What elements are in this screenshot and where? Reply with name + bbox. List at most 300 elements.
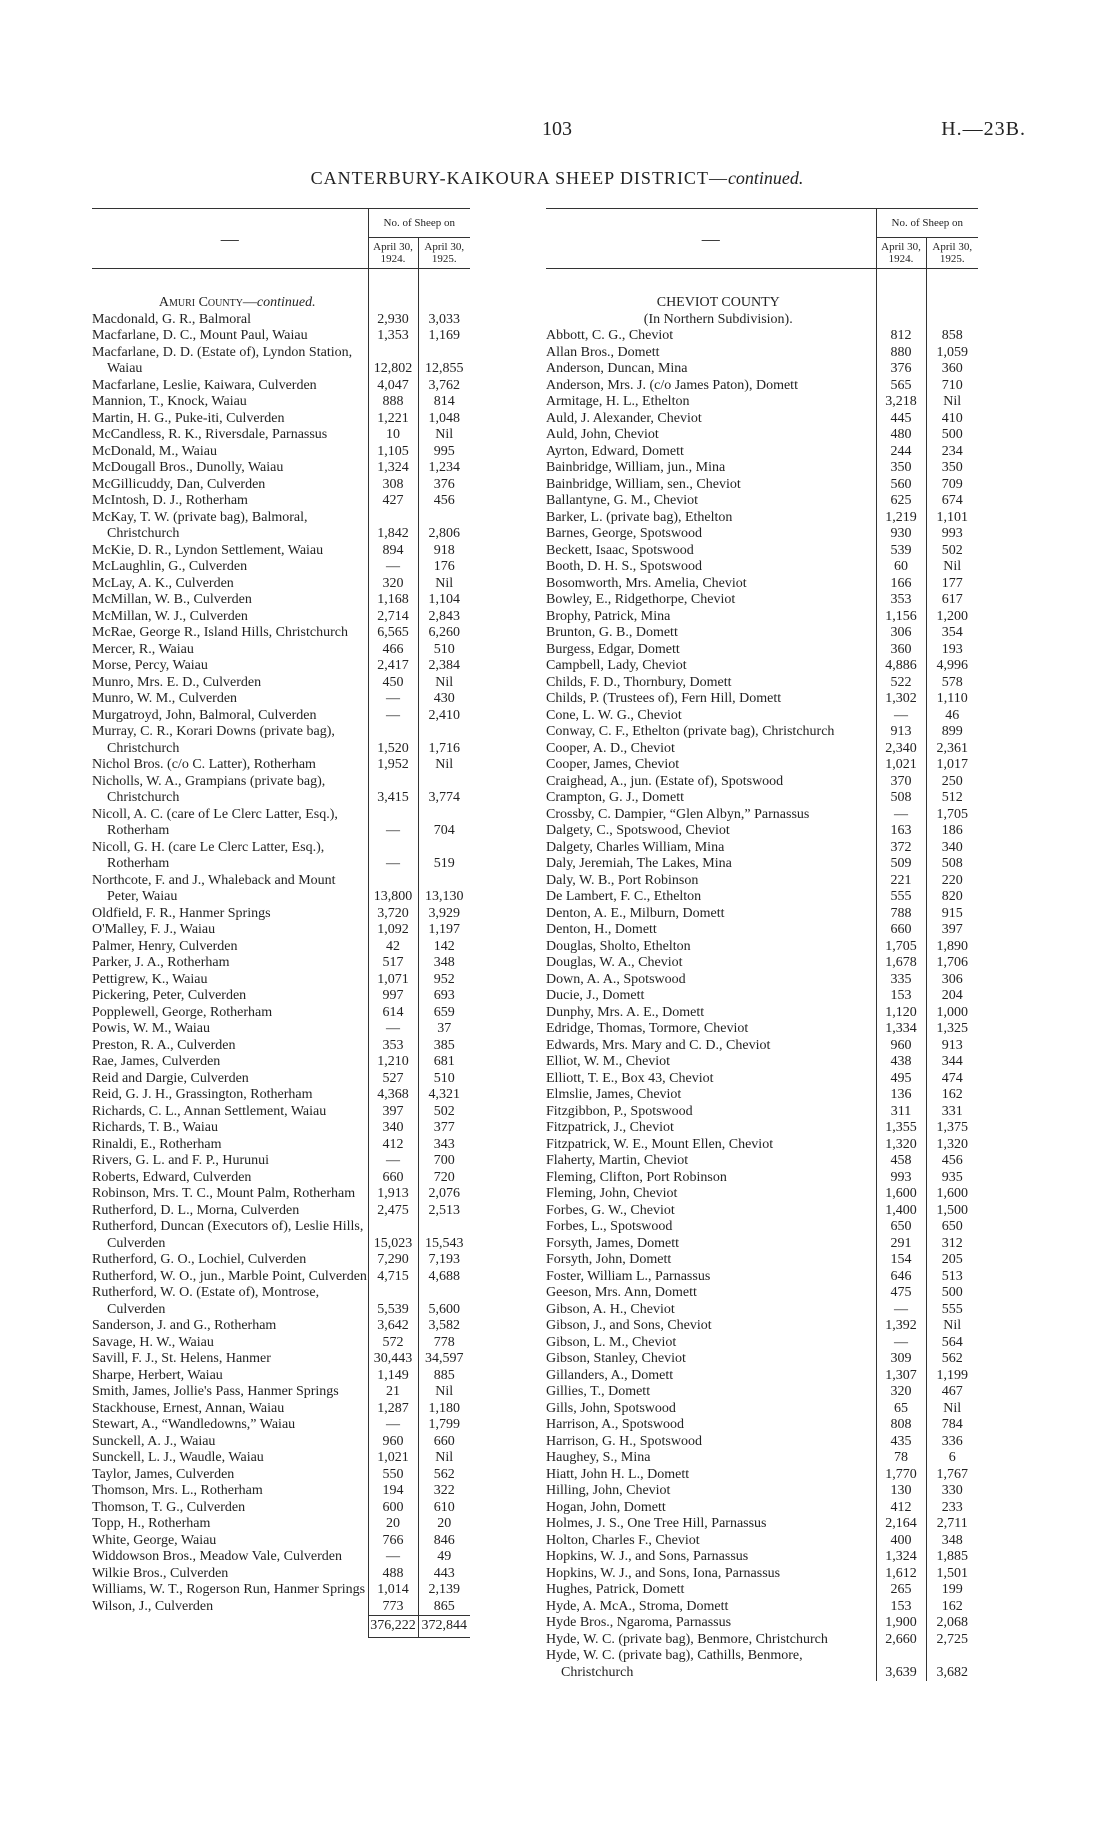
owner-address: Childs, F. D., Thornbury, Domett bbox=[546, 674, 732, 690]
owner-address: Powis, W. M., Waiau bbox=[92, 1021, 211, 1036]
sheep-1924: 960 bbox=[876, 1038, 926, 1055]
owner-address: Richards, C. L., Annan Settlement, Waiau bbox=[92, 1103, 327, 1119]
owner-address: Fleming, John, Cheviot bbox=[546, 1186, 678, 1201]
sheep-1924: 888 bbox=[368, 394, 418, 411]
owner-address: Macfarlane, D. D. (Estate of), Lyndon Station, Waiau bbox=[92, 344, 353, 376]
owner-address: Douglas, Sholto, Ethelton bbox=[546, 938, 691, 954]
table-row bbox=[92, 493, 470, 510]
sheep-1925: 500 bbox=[926, 1285, 978, 1302]
sheep-1925: 376 bbox=[418, 477, 470, 494]
table-row bbox=[92, 1351, 470, 1368]
section-heading bbox=[92, 269, 368, 312]
sheep-1925: 5,600 bbox=[418, 1285, 470, 1318]
table-row bbox=[92, 1335, 470, 1352]
sheep-1925: 1,320 bbox=[926, 1137, 978, 1154]
sheep-1925: 397 bbox=[926, 922, 978, 939]
owner-address: Elliot, W. M., Cheviot bbox=[546, 1054, 671, 1069]
owner-address: De Lambert, F. C., Ethelton bbox=[546, 889, 702, 904]
table-row bbox=[92, 328, 470, 345]
page-title bbox=[0, 168, 1114, 189]
sheep-1924: 660 bbox=[368, 1170, 418, 1187]
owner-address: Hyde Bros., Ngaroma, Parnassus bbox=[546, 1615, 732, 1630]
table-row bbox=[92, 774, 470, 807]
sheep-1925: 1,104 bbox=[418, 592, 470, 609]
sheep-1924: 1,307 bbox=[876, 1368, 926, 1385]
table-row bbox=[546, 1384, 978, 1401]
sheep-1925: 1,199 bbox=[926, 1368, 978, 1385]
sheep-1924: 4,047 bbox=[368, 378, 418, 395]
table-row bbox=[546, 1417, 978, 1434]
table-row bbox=[546, 345, 978, 362]
owner-address: Munro, W. M., Culverden bbox=[92, 691, 238, 706]
sheep-1924: 350 bbox=[876, 460, 926, 477]
sheep-1925: 343 bbox=[418, 1137, 470, 1154]
sheep-1924: 880 bbox=[876, 345, 926, 362]
sheep-1924: 194 bbox=[368, 1483, 418, 1500]
owner-address: Rinaldi, E., Rotherham bbox=[92, 1136, 222, 1152]
sheep-1925: 15,543 bbox=[418, 1219, 470, 1252]
sheep-1925: 312 bbox=[926, 1236, 978, 1253]
table-row bbox=[92, 543, 470, 560]
sheep-1925: 784 bbox=[926, 1417, 978, 1434]
table-row bbox=[546, 1401, 978, 1418]
owner-address: Gillies, T., Domett bbox=[546, 1384, 651, 1399]
left-total bbox=[92, 1616, 470, 1638]
sheep-1925: 659 bbox=[418, 1005, 470, 1022]
sheep-1924: 320 bbox=[368, 576, 418, 593]
sheep-1924: 2,417 bbox=[368, 658, 418, 675]
total-row bbox=[92, 1616, 470, 1638]
table-row bbox=[546, 675, 978, 692]
sheep-1924: — bbox=[876, 1335, 926, 1352]
sheep-1924: 1,221 bbox=[368, 411, 418, 428]
sheep-1925: 865 bbox=[418, 1599, 470, 1616]
col-1924-header: April 30, 1924. bbox=[368, 238, 418, 269]
sheep-1925: 502 bbox=[926, 543, 978, 560]
owner-address: Hughes, Patrick, Domett bbox=[546, 1582, 685, 1597]
table-row bbox=[92, 1599, 470, 1616]
owner-address: Abbott, C. G., Cheviot bbox=[546, 328, 674, 343]
table-row bbox=[546, 1483, 978, 1500]
sheep-1925: 2,361 bbox=[926, 741, 978, 758]
table-row bbox=[92, 724, 470, 757]
sheep-1925: 1,180 bbox=[418, 1401, 470, 1418]
table-row bbox=[546, 609, 978, 626]
table-row bbox=[546, 1252, 978, 1269]
sheep-1924: 1,400 bbox=[876, 1203, 926, 1220]
table-row bbox=[92, 906, 470, 923]
table-row bbox=[92, 1401, 470, 1418]
table-row bbox=[92, 1582, 470, 1599]
owner-address: Sharpe, Herbert, Waiau bbox=[92, 1367, 223, 1383]
sheep-1924: 2,340 bbox=[876, 741, 926, 758]
table-row bbox=[546, 1104, 978, 1121]
sheep-1924: 1,353 bbox=[368, 328, 418, 345]
sheep-1924: 2,475 bbox=[368, 1203, 418, 1220]
sheep-1925: 6 bbox=[926, 1450, 978, 1467]
owner-address: Crossby, C. Dampier, “Glen Albyn,” Parnassus bbox=[546, 806, 810, 822]
right-table bbox=[546, 208, 978, 1681]
owner-address: Craighead, A., jun. (Estate of), Spotswood bbox=[546, 773, 784, 789]
sheep-1925: 693 bbox=[418, 988, 470, 1005]
table-row bbox=[546, 988, 978, 1005]
table-row bbox=[546, 691, 978, 708]
sheep-1924: 1,952 bbox=[368, 757, 418, 774]
table-row bbox=[92, 1269, 470, 1286]
owner-address: Macfarlane, D. C., Mount Paul, Waiau bbox=[92, 328, 308, 343]
sheep-1924: 517 bbox=[368, 955, 418, 972]
table-row bbox=[92, 972, 470, 989]
owner-address: Bainbridge, William, jun., Mina bbox=[546, 460, 726, 475]
owner-address: Sanderson, J. and G., Rotherham bbox=[92, 1318, 277, 1333]
owner-address: Nicoll, G. H. (care Le Clerc Latter, Esq.), Rotherham bbox=[92, 839, 325, 871]
table-row bbox=[546, 411, 978, 428]
table-row bbox=[92, 691, 470, 708]
table-row bbox=[92, 559, 470, 576]
owner-address: Holmes, J. S., One Tree Hill, Parnassus bbox=[546, 1516, 767, 1531]
owner-address: Pettigrew, K., Waiau bbox=[92, 971, 208, 987]
table-row bbox=[546, 559, 978, 576]
sheep-1925: 2,725 bbox=[926, 1632, 978, 1649]
col-1925-header: April 30, 1925. bbox=[418, 238, 470, 269]
owner-address: Martin, H. G., Puke-iti, Culverden bbox=[92, 410, 285, 426]
sheep-1924: 1,678 bbox=[876, 955, 926, 972]
sheep-1925: 508 bbox=[926, 856, 978, 873]
table-row bbox=[546, 493, 978, 510]
owner-address: Edridge, Thomas, Tormore, Cheviot bbox=[546, 1021, 749, 1036]
sheep-1925: 3,033 bbox=[418, 312, 470, 329]
sheep-1924: 370 bbox=[876, 774, 926, 791]
owner-address: Hilling, John, Cheviot bbox=[546, 1483, 671, 1498]
owner-address: Thomson, T. G., Culverden bbox=[92, 1499, 246, 1515]
sheep-1924: 306 bbox=[876, 625, 926, 642]
owner-address: Hyde, W. C. (private bag), Cathills, Benmore, Christchurch bbox=[546, 1648, 803, 1680]
sheep-1924: 565 bbox=[876, 378, 926, 395]
owner-address: Harrison, G. H., Spotswood bbox=[546, 1433, 702, 1449]
owner-address: Forsyth, John, Domett bbox=[546, 1252, 672, 1267]
sheep-1925: 2,384 bbox=[418, 658, 470, 675]
sheep-1925: 322 bbox=[418, 1483, 470, 1500]
owner-address: Bosomworth, Mrs. Amelia, Cheviot bbox=[546, 575, 747, 591]
left-table-header bbox=[92, 209, 470, 269]
owner-address: McRae, George R., Island Hills, Christchurch bbox=[92, 625, 348, 640]
table-row bbox=[546, 1434, 978, 1451]
total-1924: 376,222 bbox=[368, 1616, 418, 1638]
sheep-1925: 709 bbox=[926, 477, 978, 494]
sheep-1924: 1,324 bbox=[876, 1549, 926, 1566]
sheep-1924: 376 bbox=[876, 361, 926, 378]
table-row bbox=[92, 1483, 470, 1500]
sheep-1924: 154 bbox=[876, 1252, 926, 1269]
owner-address: Forbes, L., Spotswood bbox=[546, 1219, 673, 1234]
owner-address: Hopkins, W. J., and Sons, Parnassus bbox=[546, 1549, 749, 1564]
owner-address: Beckett, Isaac, Spotswood bbox=[546, 542, 694, 558]
sheep-1924: 3,720 bbox=[368, 906, 418, 923]
sheep-1924: 773 bbox=[368, 1599, 418, 1616]
sheep-1925: 1,200 bbox=[926, 609, 978, 626]
table-row bbox=[546, 939, 978, 956]
sheep-1924: 265 bbox=[876, 1582, 926, 1599]
sheep-1925: 1,325 bbox=[926, 1021, 978, 1038]
sheep-1924: 42 bbox=[368, 939, 418, 956]
table-row bbox=[92, 807, 470, 840]
sheep-1924: 555 bbox=[876, 889, 926, 906]
sheep-1925: 474 bbox=[926, 1071, 978, 1088]
table-row bbox=[546, 510, 978, 527]
owner-address: Macfarlane, Leslie, Kaiwara, Culverden bbox=[92, 377, 317, 393]
sheep-1925: 700 bbox=[418, 1153, 470, 1170]
owner-address: McCandless, R. K., Riversdale, Parnassus bbox=[92, 427, 328, 442]
owner-address: Rutherford, W. O., jun., Marble Point, Culverden bbox=[92, 1268, 367, 1284]
sheep-1924: 65 bbox=[876, 1401, 926, 1418]
sheep-1925: 331 bbox=[926, 1104, 978, 1121]
sheep-1925: 704 bbox=[418, 807, 470, 840]
table-row bbox=[92, 1500, 470, 1517]
sheep-1925: 162 bbox=[926, 1087, 978, 1104]
sheep-1925: 2,139 bbox=[418, 1582, 470, 1599]
sheep-1925: 1,600 bbox=[926, 1186, 978, 1203]
sheep-1925: 681 bbox=[418, 1054, 470, 1071]
sheep-1924: 522 bbox=[876, 675, 926, 692]
table-row bbox=[546, 1582, 978, 1599]
sheep-1924: 7,290 bbox=[368, 1252, 418, 1269]
table-row bbox=[546, 741, 978, 758]
sheep-1925: 995 bbox=[418, 444, 470, 461]
owner-address: Barker, L. (private bag), Ethelton bbox=[546, 509, 733, 525]
sheep-1925: Nil bbox=[418, 576, 470, 593]
owner-address: Robinson, Mrs. T. C., Mount Palm, Rotherham bbox=[92, 1186, 356, 1201]
sheep-1925: 899 bbox=[926, 724, 978, 741]
table-row bbox=[92, 1137, 470, 1154]
owner-address: McMillan, W. B., Culverden bbox=[92, 592, 252, 607]
owner-address: Fleming, Clifton, Port Robinson bbox=[546, 1169, 727, 1185]
sheep-1924: 788 bbox=[876, 906, 926, 923]
table-row bbox=[546, 1467, 978, 1484]
sheep-1924: 1,219 bbox=[876, 510, 926, 527]
sheep-1924: 572 bbox=[368, 1335, 418, 1352]
sheep-1925: 918 bbox=[418, 543, 470, 560]
owner-address: Smith, James, Jollie's Pass, Hanmer Springs bbox=[92, 1384, 339, 1399]
sheep-1925: Nil bbox=[418, 1384, 470, 1401]
sheep-1924: 291 bbox=[876, 1236, 926, 1253]
name-column-header: — bbox=[92, 209, 368, 269]
sheep-1924: 1,520 bbox=[368, 724, 418, 757]
table-row bbox=[92, 1566, 470, 1583]
table-row bbox=[92, 1533, 470, 1550]
sheep-1924: 466 bbox=[368, 642, 418, 659]
sheep-1924: 2,714 bbox=[368, 609, 418, 626]
section-heading: CHEVIOT COUNTY bbox=[656, 295, 780, 310]
owner-address: Down, A. A., Spotswood bbox=[546, 971, 686, 987]
sheep-1925: 1,000 bbox=[926, 1005, 978, 1022]
owner-address: Edwards, Mrs. Mary and C. D., Cheviot bbox=[546, 1037, 771, 1053]
sheep-1924: 353 bbox=[876, 592, 926, 609]
sheep-1925: 1,500 bbox=[926, 1203, 978, 1220]
sheep-1924: 130 bbox=[876, 1483, 926, 1500]
owner-address: Sunckell, L. J., Waudle, Waiau bbox=[92, 1450, 264, 1465]
sheep-1924: 438 bbox=[876, 1054, 926, 1071]
sheep-1924: — bbox=[368, 1549, 418, 1566]
sheep-1925: 1,169 bbox=[418, 328, 470, 345]
sheep-1924: 6,565 bbox=[368, 625, 418, 642]
owner-address: Fitzgibbon, P., Spotswood bbox=[546, 1103, 693, 1119]
sheep-1925: 512 bbox=[926, 790, 978, 807]
sheep-1925: 37 bbox=[418, 1021, 470, 1038]
table-row bbox=[546, 1236, 978, 1253]
sheep-1925: 1,234 bbox=[418, 460, 470, 477]
sheep-1924: 560 bbox=[876, 477, 926, 494]
left-table bbox=[92, 208, 470, 1638]
table-row bbox=[92, 873, 470, 906]
owner-address: Popplewell, George, Rotherham bbox=[92, 1004, 273, 1020]
sheep-1925: 250 bbox=[926, 774, 978, 791]
owner-address: Douglas, W. A., Cheviot bbox=[546, 955, 683, 970]
sheep-1924: — bbox=[876, 1302, 926, 1319]
sheep-1924: — bbox=[368, 807, 418, 840]
sheep-1925: 1,101 bbox=[926, 510, 978, 527]
table-row bbox=[92, 378, 470, 395]
owner-address: Reid and Dargie, Culverden bbox=[92, 1070, 249, 1086]
owner-address: Geeson, Mrs. Ann, Domett bbox=[546, 1285, 697, 1300]
owner-address: Taylor, James, Culverden bbox=[92, 1466, 235, 1482]
table-row bbox=[546, 1153, 978, 1170]
sheep-1924: 1,210 bbox=[368, 1054, 418, 1071]
table-row bbox=[92, 1252, 470, 1269]
sheep-1924: 1,913 bbox=[368, 1186, 418, 1203]
owner-address: Roberts, Edward, Culverden bbox=[92, 1169, 252, 1185]
table-row bbox=[546, 394, 978, 411]
owner-address: Campbell, Lady, Cheviot bbox=[546, 658, 687, 673]
left-panel bbox=[92, 208, 470, 1638]
sheep-1925: 193 bbox=[926, 642, 978, 659]
owner-address: Gibson, J., and Sons, Cheviot bbox=[546, 1318, 712, 1333]
sheep-1924: 166 bbox=[876, 576, 926, 593]
owner-address: Cone, L. W. G., Cheviot bbox=[546, 707, 682, 723]
sheep-1925: 348 bbox=[418, 955, 470, 972]
sheep-1925: 1,705 bbox=[926, 807, 978, 824]
sheep-1924: 1,014 bbox=[368, 1582, 418, 1599]
table-row bbox=[92, 1318, 470, 1335]
sheep-1925: 1,885 bbox=[926, 1549, 978, 1566]
sheep-1925: 814 bbox=[418, 394, 470, 411]
sheep-1924: 3,415 bbox=[368, 774, 418, 807]
section-heading-row bbox=[546, 269, 978, 312]
sheep-1925: 2,410 bbox=[418, 708, 470, 725]
table-row bbox=[92, 1186, 470, 1203]
table-row bbox=[92, 477, 470, 494]
sheep-1924: 997 bbox=[368, 988, 418, 1005]
owner-address: Gillanders, A., Domett bbox=[546, 1367, 674, 1383]
table-row bbox=[546, 361, 978, 378]
sheep-1925: 993 bbox=[926, 526, 978, 543]
owner-address: Hyde, W. C. (private bag), Benmore, Christchurch bbox=[546, 1631, 828, 1647]
sheep-1924: — bbox=[368, 1417, 418, 1434]
table-row bbox=[546, 592, 978, 609]
owner-address: Dunphy, Mrs. A. E., Domett bbox=[546, 1004, 705, 1020]
sheep-1925: 2,806 bbox=[418, 510, 470, 543]
owner-address: Daly, W. B., Port Robinson bbox=[546, 872, 699, 888]
sheep-1924: 4,886 bbox=[876, 658, 926, 675]
sheep-1925: 340 bbox=[926, 840, 978, 857]
sheep-1925: 510 bbox=[418, 1071, 470, 1088]
owner-address: Palmer, Henry, Culverden bbox=[92, 938, 238, 954]
table-row bbox=[546, 807, 978, 824]
table-row bbox=[92, 840, 470, 873]
table-row bbox=[92, 411, 470, 428]
sheep-1925: 915 bbox=[926, 906, 978, 923]
sheep-1925: Nil bbox=[418, 427, 470, 444]
owner-address: Burgess, Edgar, Domett bbox=[546, 641, 680, 657]
sheep-1924: 412 bbox=[876, 1500, 926, 1517]
sheep-1925: 234 bbox=[926, 444, 978, 461]
sheep-1924: 1,705 bbox=[876, 939, 926, 956]
table-row bbox=[92, 1054, 470, 1071]
owner-address: Richards, T. B., Waiau bbox=[92, 1120, 219, 1135]
table-row bbox=[546, 1071, 978, 1088]
table-row bbox=[546, 526, 978, 543]
owner-address: Dalgety, Charles William, Mina bbox=[546, 839, 725, 855]
title-main: CANTERBURY-KAIKOURA SHEEP DISTRICT— bbox=[310, 168, 728, 188]
sheep-1925: Nil bbox=[926, 394, 978, 411]
sheep-1925: 2,513 bbox=[418, 1203, 470, 1220]
table-row bbox=[546, 823, 978, 840]
sheep-1925: 4,688 bbox=[418, 1269, 470, 1286]
sheep-1924: 1,334 bbox=[876, 1021, 926, 1038]
table-row bbox=[546, 1450, 978, 1467]
sheep-1925: 778 bbox=[418, 1335, 470, 1352]
table-row bbox=[546, 543, 978, 560]
sheep-1925: 710 bbox=[926, 378, 978, 395]
table-row bbox=[92, 1285, 470, 1318]
owner-address: McMillan, W. J., Culverden bbox=[92, 608, 248, 624]
sheep-1924: 1,320 bbox=[876, 1137, 926, 1154]
sheep-1924: 1,355 bbox=[876, 1120, 926, 1137]
table-row bbox=[546, 1599, 978, 1616]
sheep-1925: 344 bbox=[926, 1054, 978, 1071]
table-row bbox=[92, 1021, 470, 1038]
sheep-1924: 136 bbox=[876, 1087, 926, 1104]
owner-address: Rutherford, D. L., Morna, Culverden bbox=[92, 1202, 300, 1218]
table-row bbox=[546, 708, 978, 725]
sheep-1924: 1,287 bbox=[368, 1401, 418, 1418]
owner-address: Gibson, L. M., Cheviot bbox=[546, 1334, 677, 1350]
table-row bbox=[92, 1417, 470, 1434]
table-row bbox=[546, 972, 978, 989]
sheep-1924: 993 bbox=[876, 1170, 926, 1187]
owner-address: Foster, William L., Parnassus bbox=[546, 1268, 711, 1284]
sheep-1925: 820 bbox=[926, 889, 978, 906]
sheep-1925: 348 bbox=[926, 1533, 978, 1550]
sheep-1925: 519 bbox=[418, 840, 470, 873]
owner-address: Elliott, T. E., Box 43, Cheviot bbox=[546, 1070, 714, 1086]
owner-address: Anderson, Duncan, Mina bbox=[546, 361, 688, 376]
sheep-1924: 12,802 bbox=[368, 345, 418, 378]
owner-address: Bowley, E., Ridgethorpe, Cheviot bbox=[546, 592, 736, 607]
owner-address: Oldfield, F. R., Hanmer Springs bbox=[92, 905, 271, 921]
sheep-1925: 220 bbox=[926, 873, 978, 890]
sheep-1924: 1,092 bbox=[368, 922, 418, 939]
table-row bbox=[92, 1120, 470, 1137]
sheep-1924: 163 bbox=[876, 823, 926, 840]
sheep-1925: 500 bbox=[926, 427, 978, 444]
owner-address: Nichol Bros. (c/o C. Latter), Rotherham bbox=[92, 757, 316, 772]
owner-address: Rae, James, Culverden bbox=[92, 1054, 221, 1069]
owner-address: Harrison, A., Spotswood bbox=[546, 1417, 685, 1432]
table-row bbox=[92, 1368, 470, 1385]
sheep-1924: 488 bbox=[368, 1566, 418, 1583]
sheep-1924: 600 bbox=[368, 1500, 418, 1517]
sheep-1925: 1,501 bbox=[926, 1566, 978, 1583]
